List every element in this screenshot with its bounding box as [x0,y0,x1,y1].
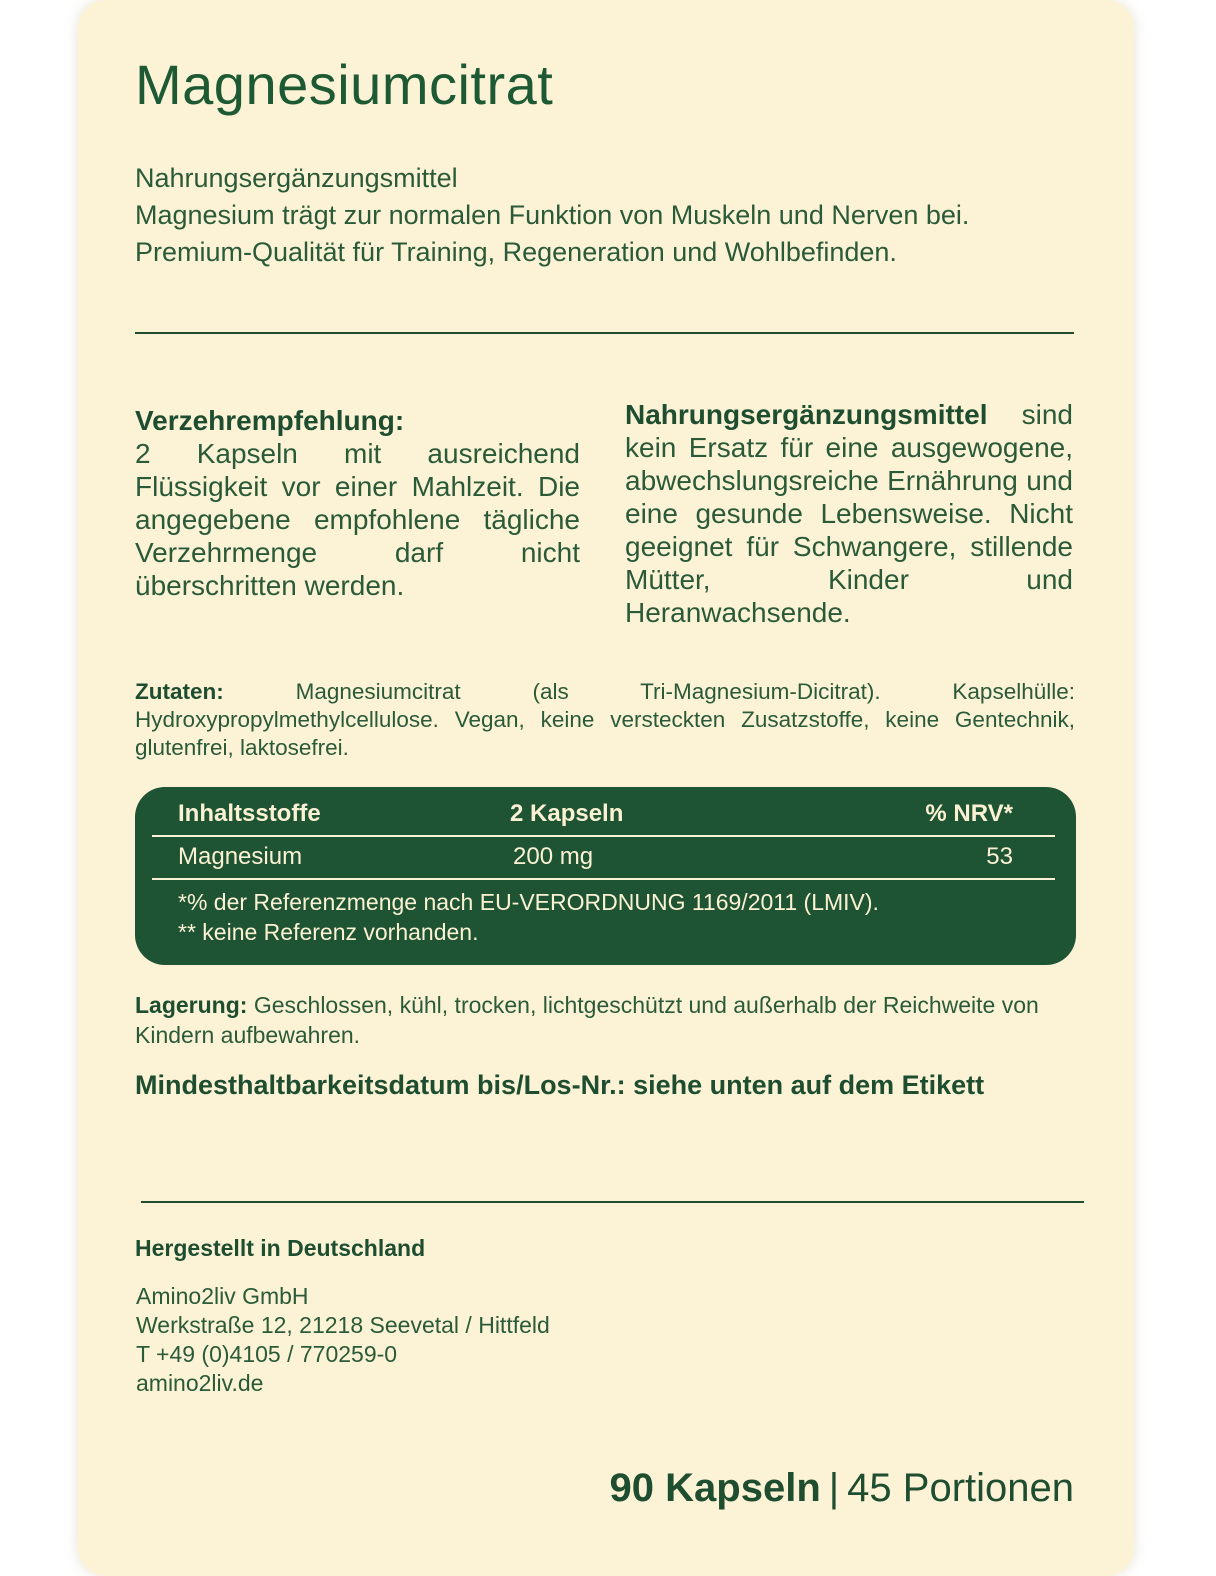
table-row-nrv: 53 [986,843,1013,870]
manufacturer-phone: T +49 (0)4105 / 770259-0 [136,1341,398,1367]
manufacturer-web: amino2liv.de [136,1370,264,1396]
storage-text: Geschlossen, kühl, trocken, lichtgeschützt und außerhalb der Reichweite von Kindern aufbewahren. [135,992,1039,1048]
capsule-count: 90 Kapseln [609,1466,821,1510]
recommendation-heading: Verzehrempfehlung: [135,405,405,436]
storage-label: Lagerung: [135,992,248,1018]
made-in-label: Hergestellt in Deutschland [135,1235,426,1261]
manufacturer-address [136,1282,550,1398]
intro-quality: Premium-Qualität für Training, Regeneration und Wohlbefinden. [135,237,897,267]
table-footnote-1: *% der Referenzmenge nach EU-VERORDNUNG 1169/2011 (LMIV). [178,889,879,915]
storage-block [135,990,1075,1050]
intro-category: Nahrungsergänzungsmittel [135,163,458,193]
recommendation-text: 2 Kapseln mit ausreichend Flüssigkeit vor einer Mahlzeit. Die angegebene empfohlene tägliche Verzehrmenge darf nicht überschritten werden. [135,438,580,601]
manufacturer-street: Werkstraße 12, 21218 Seevetal / Hittfeld [136,1312,550,1338]
table-header-nrv: % NRV* [925,800,1013,827]
notice-block [625,398,1073,629]
table-header-divider [152,835,1055,837]
notice-text: sind kein Ersatz für eine ausgewogene, abwechslungsreiche Ernährung und eine gesunde Lebensweise. Nicht geeignet für Schwangere, stillende Mütter, Kinder und Heranwachsende. [625,399,1073,628]
ingredients-label: Zutaten: [135,679,224,704]
package-separator: | [828,1466,840,1510]
ingredients-text: Magnesiumcitrat (als Tri-Magnesium-Dicitrat). Kapselhülle: Hydroxypropylmethylcellulose. Vegan, keine versteckten Zusatzstoffe, keine Gentechnik, glutenfrei, laktosefrei. [135,679,1075,760]
table-footnote-2: ** keine Referenz vorhanden. [178,919,479,945]
recommendation-block [135,404,580,602]
table-header-ingredient: Inhaltsstoffe [178,800,321,827]
nutrition-table [135,787,1076,965]
intro-claim: Magnesium trägt zur normalen Funktion von Muskeln und Nerven bei. [135,200,970,230]
ingredients-block [135,678,1075,762]
portion-count: 45 Portionen [847,1466,1074,1510]
notice-bold: Nahrungsergänzungsmittel [625,399,988,430]
package-size [610,1466,1074,1511]
divider-bottom [141,1201,1084,1203]
table-row-amount: 200 mg [513,843,594,870]
intro-block [135,160,969,271]
product-title: Magnesiumcitrat [135,53,554,116]
table-row-divider [152,878,1055,880]
best-before-note: Mindesthaltbarkeitsdatum bis/Los-Nr.: siehe unten auf dem Etikett [135,1070,985,1100]
table-header-amount: 2 Kapseln [510,800,624,827]
manufacturer-name: Amino2liv GmbH [136,1283,309,1309]
table-row-name: Magnesium [178,843,303,870]
divider-top [135,332,1074,334]
